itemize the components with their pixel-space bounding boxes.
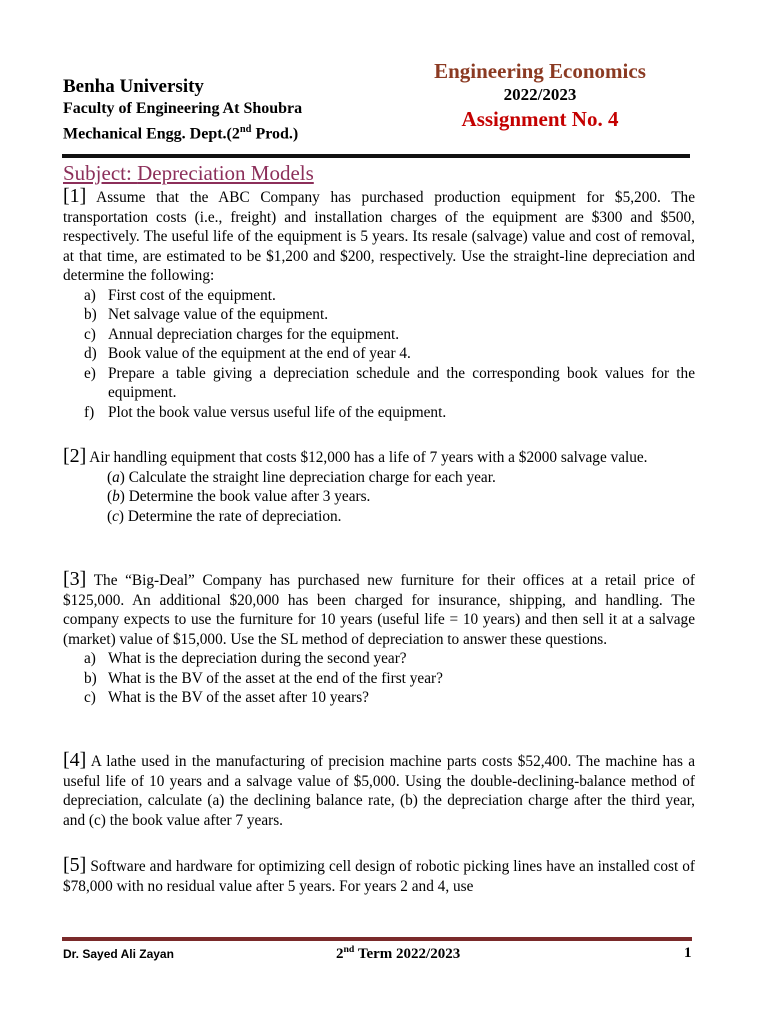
faculty-name: Faculty of Engineering At Shoubra [63, 100, 303, 117]
question-5-text [63, 856, 695, 896]
question-1-text [63, 187, 695, 286]
department-ordinal: nd [239, 124, 252, 135]
question-4-text [63, 751, 695, 830]
question-1-items [63, 286, 695, 423]
question-4 [63, 751, 695, 830]
item-marker: b) [84, 306, 97, 323]
footer-term [336, 944, 460, 963]
item-text: What is the depreciation during the second year? [108, 650, 407, 667]
term-number: 2 [336, 946, 344, 962]
question-number: [3] [63, 568, 87, 590]
department-suffix: Prod.) [251, 125, 299, 143]
term-ordinal: nd [343, 944, 355, 955]
question-3 [63, 570, 695, 708]
item-marker: e) [84, 364, 96, 382]
page-number: 1 [684, 945, 692, 961]
item-text: Book value of the equipment at the end of year 4. [108, 345, 411, 362]
item-marker: b) [84, 669, 97, 687]
header-divider [62, 154, 690, 158]
question-5 [63, 856, 695, 896]
question-body: The “Big-Deal” Company has purchased new furniture for their offices at a retail price of $125,000. An additional $20,000 has been charged for insurance, shipping, and handling. The company expects to use the furniture for 10 years (useful life = 10 years) and then sell it at a salvage (market) value of $15,000. Use the SL method of depreciation to answer these questions. [63, 572, 695, 648]
item-marker: a [112, 468, 120, 486]
list-item [63, 649, 695, 669]
item-marker: b [112, 488, 120, 505]
question-body: A lathe used in the manufacturing of precision machine parts costs $52,400. The machine has a useful life of 10 years and a salvage value of $5,000. Using the double-declining-balance method of depreciation, calculate (a) the declining balance rate, (b) the depreciation charge after the third year, and (c) the book value after 7 years. [63, 753, 695, 829]
question-body: Software and hardware for optimizing cell design of robotic picking lines have an installed cost of $78,000 with no residual value after 5 years. For years 2 and 4, use [63, 858, 695, 895]
list-item [63, 344, 695, 364]
item-marker: d) [84, 345, 97, 362]
question-2 [63, 447, 695, 526]
list-item [63, 688, 695, 708]
list-item [63, 286, 695, 306]
item-text: What is the BV of the asset at the end of the first year? [108, 669, 443, 687]
department-name [63, 119, 302, 144]
question-3-text [63, 570, 695, 649]
subject-prefix: Subject: [63, 161, 138, 185]
item-marker: c [112, 507, 119, 525]
academic-year: 2022/2023 [503, 85, 577, 104]
item-text: First cost of the equipment. [108, 286, 276, 304]
item-text: What is the BV of the asset after 10 years? [108, 689, 369, 706]
question-number: [5] [63, 854, 87, 876]
list-item [63, 669, 695, 689]
list-item: (c) Determine the rate of depreciation. [107, 507, 342, 525]
department-text: Mechanical Engg. Dept.(2 [63, 125, 240, 143]
item-text: Net salvage value of the equipment. [108, 306, 329, 323]
institution-block [63, 76, 302, 144]
footer-divider [62, 937, 692, 941]
subject-heading [63, 160, 314, 186]
item-marker: c) [84, 325, 96, 343]
university-name: Benha University [63, 76, 204, 97]
item-text: Prepare a table giving a depreciation schedule and the corresponding book values for the equipment. [108, 364, 695, 401]
item-text: Determine the book value after 3 years. [124, 488, 371, 505]
item-text: Determine the rate of depreciation. [124, 507, 342, 525]
list-item [63, 364, 695, 403]
question-number: [4] [63, 749, 87, 771]
footer-author: Dr. Sayed Ali Zayan [63, 947, 174, 961]
item-text: Plot the book value versus useful life of the equipment. [108, 403, 447, 421]
list-item: (a) Calculate the straight line depreciation charge for each year. [107, 468, 496, 486]
item-text: Calculate the straight line depreciation charge for each year. [124, 468, 496, 486]
item-text: Annual depreciation charges for the equipment. [108, 325, 400, 343]
course-block [405, 58, 675, 132]
assignment-title: Assignment No. 4 [461, 107, 619, 131]
course-title: Engineering Economics [434, 59, 646, 83]
question-1 [63, 187, 695, 422]
question-number: [2] [63, 445, 87, 467]
list-item: (b) Determine the book value after 3 years. [107, 488, 371, 505]
question-number: [1] [63, 185, 87, 207]
list-item [63, 403, 695, 423]
list-item [63, 325, 695, 345]
question-body: Assume that the ABC Company has purchased production equipment for $5,200. The transportation costs (i.e., freight) and installation charges of the equipment are $300 and $500, respectively. The useful life of the equipment is 5 years. Its resale (salvage) value and cost of removal, at that time, are estimated to be $1,200 and $200, respectively. Use the straight-line depreciation and determine the following: [63, 189, 695, 284]
term-text: Term 2022/2023 [354, 946, 461, 962]
question-body: Air handling equipment that costs $12,000 has a life of 7 years with a $2000 salvage value. [86, 449, 648, 466]
subject-title: Depreciation Models [137, 161, 314, 185]
item-marker: c) [84, 689, 96, 706]
item-marker: a) [84, 286, 96, 304]
question-3-items [63, 649, 695, 708]
question-2-text [63, 447, 695, 468]
item-marker: a) [84, 650, 96, 667]
item-marker: f) [84, 403, 95, 421]
question-2-items [63, 468, 695, 527]
list-item [63, 305, 695, 325]
